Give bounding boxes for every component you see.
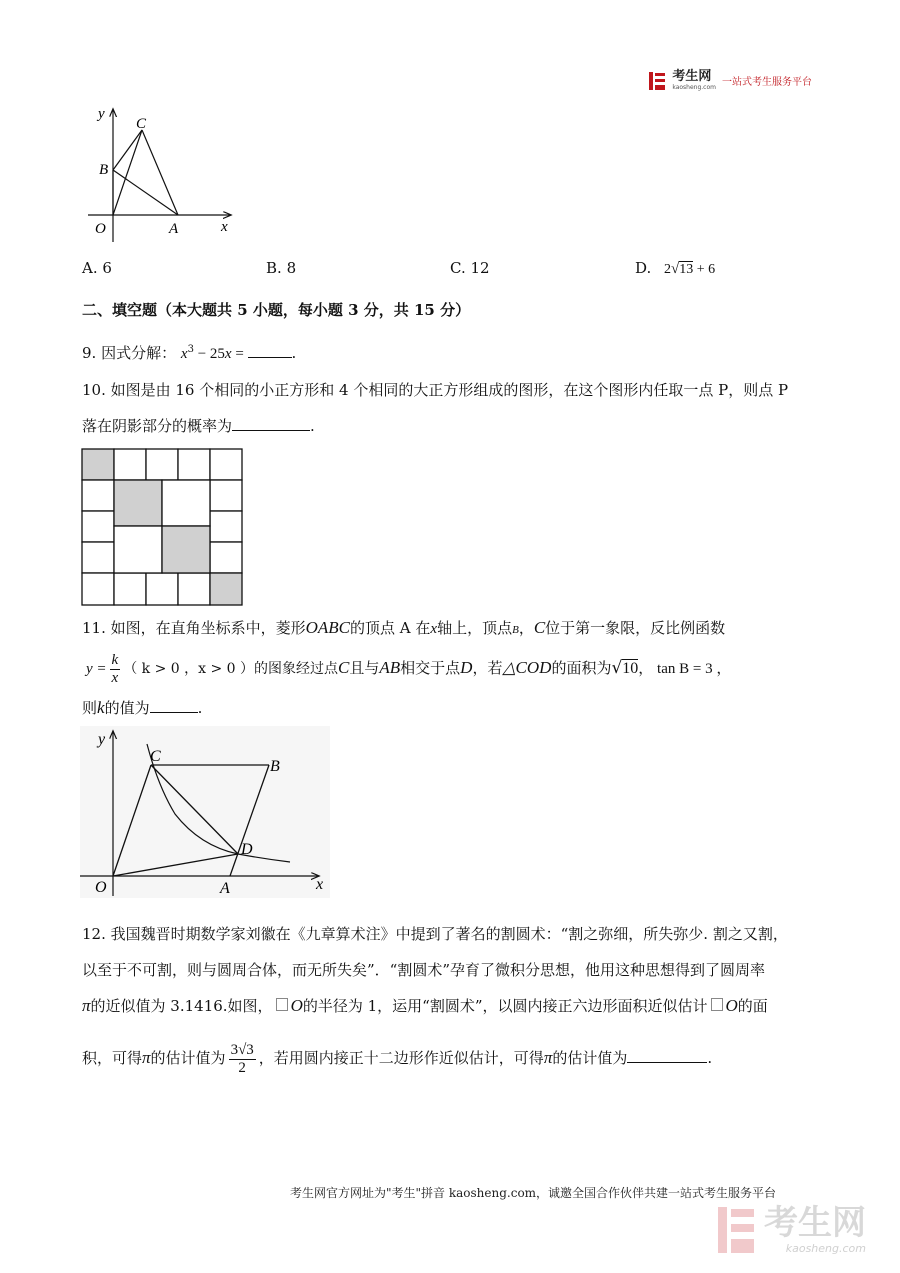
label-a: A	[169, 221, 179, 237]
q12-text-c: 的面	[737, 997, 768, 1015]
label-a: A	[220, 880, 230, 897]
q12-line-4	[82, 1036, 712, 1080]
q10-line-2	[82, 416, 315, 436]
q11-text-a: 11. 如图，在直角坐标系中，菱形	[82, 619, 306, 637]
q11-c2: C	[338, 658, 350, 677]
watermark-text	[764, 1204, 866, 1255]
q11-text-e: 位于第一象限，反比例函数	[545, 619, 726, 637]
q11-x: x	[430, 621, 438, 637]
q12-frac-num: 3√3	[230, 1041, 254, 1058]
big-square-shaded	[114, 480, 162, 526]
q10-end: .	[310, 417, 315, 435]
q11-c: C	[533, 618, 546, 637]
q12-answer-blank	[627, 1048, 707, 1063]
watermark-name: 考生网	[764, 1203, 866, 1243]
q12-pi3: π	[543, 1048, 553, 1067]
watermark-logo-icon	[716, 1205, 756, 1255]
q9-mid: − 25	[193, 346, 225, 362]
choice-letter: A.	[82, 259, 98, 277]
label-d: D	[241, 841, 253, 858]
q10-grid-figure	[81, 448, 243, 606]
small-square	[178, 573, 210, 605]
q11-radicand: 10	[622, 660, 639, 677]
watermark	[716, 1204, 866, 1255]
small-square	[82, 542, 114, 573]
q12-line-3	[82, 996, 768, 1016]
choice-letter: D.	[635, 259, 652, 277]
label-b: B	[270, 758, 280, 775]
q11-ab: AB	[379, 658, 401, 677]
q11-k: k	[97, 698, 105, 717]
q11-value-of: 的值为	[104, 699, 150, 717]
q12-o2: O	[725, 996, 738, 1015]
q12-fraction	[229, 1042, 256, 1077]
small-square	[82, 573, 114, 605]
figure-background	[80, 726, 330, 898]
choice-d-tail: + 6	[696, 262, 716, 277]
q11-and: 且与	[349, 659, 380, 677]
q10-line-1: 10. 如图是由 16 个相同的小正方形和 4 个相同的大正方形组成的图形，在这个图形内任取一点 P，则点 P	[82, 381, 789, 399]
kaosheng-logo-icon	[648, 71, 666, 91]
sqrt-icon: √	[611, 658, 623, 678]
small-square	[210, 542, 242, 573]
brand-text	[672, 70, 716, 91]
q11-condition: （ k > 0 ，x > 0 ）的图象经过点	[123, 661, 339, 677]
q12-end: .	[707, 1049, 713, 1067]
choice-letter: C.	[450, 259, 466, 277]
q11-text-d: ，	[518, 619, 534, 637]
label-y: y	[98, 106, 105, 122]
q10-text: 落在阴影部分的概率为	[82, 417, 233, 435]
q12-pi2: π	[142, 1048, 151, 1067]
big-square	[114, 526, 162, 573]
choice-d-radicand: 13	[679, 262, 694, 277]
small-square	[82, 480, 114, 511]
q11-answer-blank	[150, 698, 198, 713]
q9-var-x: x	[180, 346, 188, 362]
q9-text: 因式分解：	[101, 344, 177, 362]
brand-name: 考生网	[672, 69, 712, 84]
small-square	[146, 449, 178, 480]
choice-d	[635, 258, 715, 280]
choice-c	[450, 258, 490, 278]
q11-line-3	[82, 698, 202, 718]
header-brand	[648, 70, 812, 91]
brand-domain: kaosheng.com	[672, 84, 716, 91]
q12-text-g: 的估计值为	[552, 1049, 628, 1067]
label-c: C	[150, 748, 161, 765]
choice-a	[82, 258, 112, 278]
q12-o: O	[290, 996, 303, 1015]
q11-meet: 相交于点	[400, 659, 461, 677]
q9-var-x2: x	[224, 346, 232, 362]
watermark-domain: kaosheng.com	[785, 1242, 866, 1255]
small-square-shaded	[82, 449, 114, 480]
q11-y-eq: y =	[86, 661, 107, 677]
choice-value: 12	[470, 259, 490, 277]
choice-value: 8	[286, 259, 297, 277]
small-square	[114, 449, 146, 480]
q11-figure	[80, 726, 330, 898]
q11-oabc: OABC	[305, 618, 351, 637]
section-title: 二、填空题（本大题共 5 小题，每小题 3 分，共 15 分）	[82, 301, 471, 319]
label-o: O	[95, 879, 107, 896]
small-square	[210, 511, 242, 542]
label-x: x	[221, 219, 228, 235]
q12-text-b: 的半径为 1，运用“割圆术”，以圆内接正六边形面积近似估计	[302, 997, 708, 1015]
q12-pi: π	[82, 996, 91, 1015]
q12-text-f: ，若用圆内接正十二边形作近似估计，可得	[258, 1049, 544, 1067]
label-y: y	[98, 731, 106, 748]
q12-line-2: 以至于不可割，则与圆周合体，而无所失矣”．“割圆术”孕育了微积分思想，他用这种思想得到了圆周率	[82, 961, 766, 979]
sqrt-icon: √	[671, 261, 680, 277]
q9-equals: =	[231, 346, 248, 362]
choice-letter: B.	[266, 259, 282, 277]
question-9	[82, 340, 296, 364]
q11-line-2	[86, 648, 731, 688]
label-c: C	[136, 116, 147, 132]
circle-symbol-icon	[711, 998, 723, 1011]
small-square	[210, 480, 242, 511]
q8-figure	[80, 100, 250, 245]
small-square	[210, 449, 242, 480]
q11-if: ，若	[472, 659, 503, 677]
small-square	[82, 511, 114, 542]
small-square-shaded	[210, 573, 242, 605]
q11-tri: △COD	[502, 658, 552, 677]
small-square	[114, 573, 146, 605]
q11-then: 则	[82, 699, 98, 717]
q11-b: B	[512, 624, 519, 636]
q11-frac-den: x	[111, 669, 119, 686]
choice-b	[266, 258, 296, 278]
footer-text: 考生网官方网址为"考生"拼音 kaosheng.com，诚邀全国合作伙伴共建一站式考生服务平台	[290, 1186, 777, 1200]
q12-frac-den: 2	[238, 1059, 246, 1076]
choice-d-coef: 2	[664, 262, 672, 277]
q11-end: .	[197, 699, 203, 717]
label-x: x	[316, 876, 324, 893]
q11-area: 的面积为	[551, 659, 612, 677]
q11-line-1	[82, 618, 725, 640]
q11-text-c: 轴上，顶点	[437, 619, 513, 637]
q9-answer-blank	[248, 343, 292, 358]
small-square	[178, 449, 210, 480]
q9-exponent: 3	[187, 344, 194, 355]
label-o: O	[95, 221, 106, 237]
choice-d-expression	[664, 259, 715, 280]
small-square	[146, 573, 178, 605]
q11-frac-num: k	[111, 651, 119, 668]
q11-d: D	[460, 658, 473, 677]
q12-text-a: 的近似值为 3.1416.如图，	[90, 997, 273, 1015]
q12-line-1: 12. 我国魏晋时期数学家刘徽在《九章算术注》中提到了著名的割圆术：“割之弥细，所失弥少. 割之又割，	[82, 925, 788, 943]
choice-value: 6	[102, 259, 112, 277]
q11-text-b: 的顶点 A 在	[350, 619, 431, 637]
label-b: B	[99, 162, 109, 178]
big-square	[162, 480, 210, 526]
q9-end: .	[291, 344, 297, 362]
q11-fraction	[110, 652, 121, 687]
q9-number: 9.	[82, 344, 97, 362]
brand-slogan: 一站式考生服务平台	[722, 77, 812, 88]
circle-symbol-icon	[276, 998, 288, 1011]
segment-bc	[113, 130, 142, 170]
big-square-shaded	[162, 526, 210, 573]
q12-text-d: 积，可得	[82, 1049, 143, 1067]
q11-tan: ， tan B = 3 ，	[638, 661, 732, 677]
q10-answer-blank	[232, 416, 310, 431]
q12-text-e: 的估计值为	[150, 1049, 226, 1067]
